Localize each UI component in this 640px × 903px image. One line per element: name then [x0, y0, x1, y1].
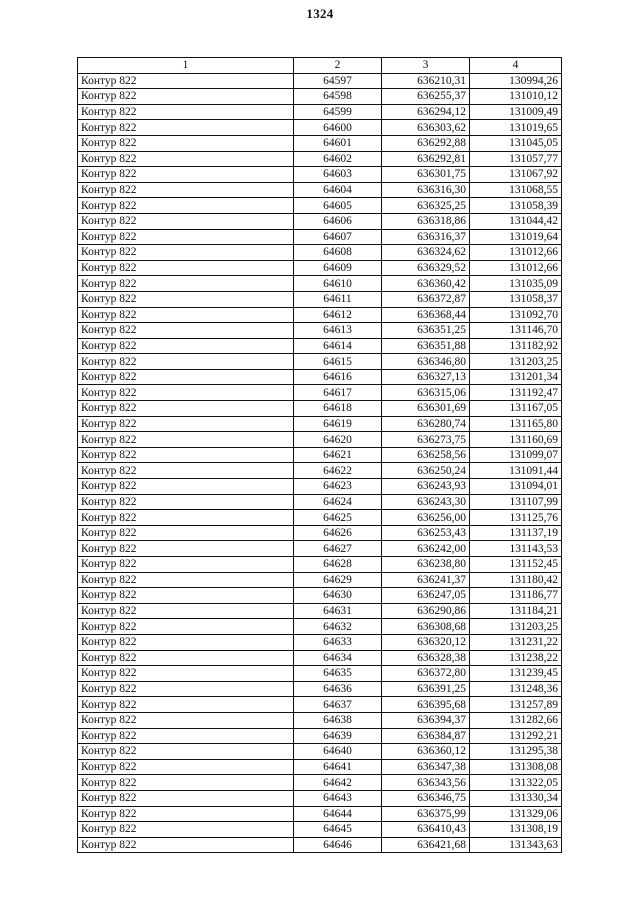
point-number-cell: 64629	[294, 572, 382, 588]
point-number-cell: 64631	[294, 603, 382, 619]
contour-name-cell: Контур 822	[78, 510, 294, 526]
contour-name-cell: Контур 822	[78, 744, 294, 760]
y-coordinate-cell: 131231,22	[470, 634, 562, 650]
x-coordinate-cell: 636210,31	[382, 73, 470, 89]
y-coordinate-cell: 131292,21	[470, 728, 562, 744]
contour-name-cell: Контур 822	[78, 167, 294, 183]
x-coordinate-cell: 636375,99	[382, 806, 470, 822]
x-coordinate-cell: 636410,43	[382, 822, 470, 838]
point-number-cell: 64637	[294, 697, 382, 713]
contour-name-cell: Контур 822	[78, 603, 294, 619]
point-number-cell: 64625	[294, 510, 382, 526]
point-number-cell: 64597	[294, 73, 382, 89]
y-coordinate-cell: 131092,70	[470, 307, 562, 323]
table-row	[78, 135, 562, 151]
y-coordinate-cell: 131137,19	[470, 525, 562, 541]
table-row	[78, 260, 562, 276]
x-coordinate-cell: 636241,37	[382, 572, 470, 588]
table-row	[78, 588, 562, 604]
x-coordinate-cell: 636292,81	[382, 151, 470, 167]
x-coordinate-cell: 636247,05	[382, 588, 470, 604]
contour-name-cell: Контур 822	[78, 323, 294, 339]
point-number-cell: 64615	[294, 354, 382, 370]
y-coordinate-cell: 131184,21	[470, 603, 562, 619]
table-row	[78, 572, 562, 588]
table-row	[78, 479, 562, 495]
x-coordinate-cell: 636250,24	[382, 463, 470, 479]
x-coordinate-cell: 636253,43	[382, 525, 470, 541]
table-row	[78, 401, 562, 417]
y-coordinate-cell: 131330,34	[470, 790, 562, 806]
x-coordinate-cell: 636243,30	[382, 494, 470, 510]
point-number-cell: 64635	[294, 666, 382, 682]
point-number-cell: 64630	[294, 588, 382, 604]
point-number-cell: 64626	[294, 525, 382, 541]
x-coordinate-cell: 636280,74	[382, 416, 470, 432]
table-row	[78, 198, 562, 214]
table-row	[78, 650, 562, 666]
table-row	[78, 276, 562, 292]
point-number-cell: 64617	[294, 385, 382, 401]
table-row	[78, 463, 562, 479]
coordinates-table	[77, 57, 562, 853]
point-number-cell: 64639	[294, 728, 382, 744]
point-number-cell: 64643	[294, 790, 382, 806]
y-coordinate-cell: 130994,26	[470, 73, 562, 89]
point-number-cell: 64622	[294, 463, 382, 479]
x-coordinate-cell: 636303,62	[382, 120, 470, 136]
contour-name-cell: Контур 822	[78, 822, 294, 838]
contour-name-cell: Контур 822	[78, 198, 294, 214]
y-coordinate-cell: 131019,64	[470, 229, 562, 245]
point-number-cell: 64612	[294, 307, 382, 323]
contour-name-cell: Контур 822	[78, 104, 294, 120]
contour-name-cell: Контур 822	[78, 634, 294, 650]
x-coordinate-cell: 636255,37	[382, 89, 470, 105]
contour-name-cell: Контур 822	[78, 151, 294, 167]
x-coordinate-cell: 636368,44	[382, 307, 470, 323]
y-coordinate-cell: 131322,05	[470, 775, 562, 791]
point-number-cell: 64634	[294, 650, 382, 666]
x-coordinate-cell: 636347,38	[382, 759, 470, 775]
x-coordinate-cell: 636242,00	[382, 541, 470, 557]
point-number-cell: 64645	[294, 822, 382, 838]
table-row	[78, 245, 562, 261]
y-coordinate-cell: 131094,01	[470, 479, 562, 495]
point-number-cell: 64636	[294, 681, 382, 697]
point-number-cell: 64641	[294, 759, 382, 775]
x-coordinate-cell: 636292,88	[382, 135, 470, 151]
point-number-cell: 64644	[294, 806, 382, 822]
x-coordinate-cell: 636360,12	[382, 744, 470, 760]
point-number-cell: 64616	[294, 369, 382, 385]
point-number-cell: 64642	[294, 775, 382, 791]
y-coordinate-cell: 131308,19	[470, 822, 562, 838]
y-coordinate-cell: 131203,25	[470, 619, 562, 635]
table-row	[78, 229, 562, 245]
table-row	[78, 697, 562, 713]
table-row	[78, 634, 562, 650]
contour-name-cell: Контур 822	[78, 681, 294, 697]
y-coordinate-cell: 131010,12	[470, 89, 562, 105]
point-number-cell: 64602	[294, 151, 382, 167]
y-coordinate-cell: 131058,37	[470, 291, 562, 307]
point-number-cell: 64600	[294, 120, 382, 136]
point-number-cell: 64601	[294, 135, 382, 151]
y-coordinate-cell: 131192,47	[470, 385, 562, 401]
table-row	[78, 728, 562, 744]
x-coordinate-cell: 636421,68	[382, 837, 470, 853]
point-number-cell: 64624	[294, 494, 382, 510]
y-coordinate-cell: 131058,39	[470, 198, 562, 214]
contour-name-cell: Контур 822	[78, 369, 294, 385]
y-coordinate-cell: 131160,69	[470, 432, 562, 448]
contour-name-cell: Контур 822	[78, 307, 294, 323]
column-header-4: 4	[470, 58, 562, 74]
table-row	[78, 369, 562, 385]
contour-name-cell: Контур 822	[78, 650, 294, 666]
table-row	[78, 323, 562, 339]
point-number-cell: 64623	[294, 479, 382, 495]
x-coordinate-cell: 636256,00	[382, 510, 470, 526]
y-coordinate-cell: 131107,99	[470, 494, 562, 510]
contour-name-cell: Контур 822	[78, 338, 294, 354]
point-number-cell: 64620	[294, 432, 382, 448]
contour-name-cell: Контур 822	[78, 291, 294, 307]
point-number-cell: 64646	[294, 837, 382, 853]
table-row	[78, 354, 562, 370]
y-coordinate-cell: 131019,65	[470, 120, 562, 136]
point-number-cell: 64598	[294, 89, 382, 105]
y-coordinate-cell: 131068,55	[470, 182, 562, 198]
x-coordinate-cell: 636315,06	[382, 385, 470, 401]
table-row	[78, 416, 562, 432]
contour-name-cell: Контур 822	[78, 557, 294, 573]
y-coordinate-cell: 131009,49	[470, 104, 562, 120]
contour-name-cell: Контур 822	[78, 697, 294, 713]
y-coordinate-cell: 131329,06	[470, 806, 562, 822]
point-number-cell: 64607	[294, 229, 382, 245]
x-coordinate-cell: 636346,80	[382, 354, 470, 370]
y-coordinate-cell: 131186,77	[470, 588, 562, 604]
contour-name-cell: Контур 822	[78, 494, 294, 510]
contour-name-cell: Контур 822	[78, 541, 294, 557]
table-row	[78, 712, 562, 728]
x-coordinate-cell: 636308,68	[382, 619, 470, 635]
x-coordinate-cell: 636318,86	[382, 213, 470, 229]
x-coordinate-cell: 636301,69	[382, 401, 470, 417]
table-row	[78, 447, 562, 463]
point-number-cell: 64599	[294, 104, 382, 120]
x-coordinate-cell: 636320,12	[382, 634, 470, 650]
x-coordinate-cell: 636395,68	[382, 697, 470, 713]
y-coordinate-cell: 131146,70	[470, 323, 562, 339]
y-coordinate-cell: 131239,45	[470, 666, 562, 682]
point-number-cell: 64604	[294, 182, 382, 198]
contour-name-cell: Контур 822	[78, 354, 294, 370]
point-number-cell: 64605	[294, 198, 382, 214]
table-row	[78, 557, 562, 573]
y-coordinate-cell: 131125,76	[470, 510, 562, 526]
x-coordinate-cell: 636394,37	[382, 712, 470, 728]
point-number-cell: 64613	[294, 323, 382, 339]
x-coordinate-cell: 636316,30	[382, 182, 470, 198]
y-coordinate-cell: 131282,66	[470, 712, 562, 728]
table-row	[78, 681, 562, 697]
contour-name-cell: Контур 822	[78, 759, 294, 775]
table-row	[78, 338, 562, 354]
y-coordinate-cell: 131057,77	[470, 151, 562, 167]
x-coordinate-cell: 636325,25	[382, 198, 470, 214]
point-number-cell: 64627	[294, 541, 382, 557]
table-row	[78, 775, 562, 791]
y-coordinate-cell: 131308,08	[470, 759, 562, 775]
point-number-cell: 64614	[294, 338, 382, 354]
table-row	[78, 151, 562, 167]
point-number-cell: 64611	[294, 291, 382, 307]
table-row	[78, 385, 562, 401]
table-row	[78, 73, 562, 89]
table-row	[78, 744, 562, 760]
y-coordinate-cell: 131012,66	[470, 245, 562, 261]
page-number: 1324	[306, 6, 334, 21]
table-row	[78, 182, 562, 198]
contour-name-cell: Контур 822	[78, 447, 294, 463]
contour-name-cell: Контур 822	[78, 728, 294, 744]
contour-name-cell: Контур 822	[78, 666, 294, 682]
x-coordinate-cell: 636316,37	[382, 229, 470, 245]
x-coordinate-cell: 636372,87	[382, 291, 470, 307]
x-coordinate-cell: 636273,75	[382, 432, 470, 448]
table-row	[78, 666, 562, 682]
contour-name-cell: Контур 822	[78, 213, 294, 229]
y-coordinate-cell: 131091,44	[470, 463, 562, 479]
contour-name-cell: Контур 822	[78, 619, 294, 635]
y-coordinate-cell: 131182,92	[470, 338, 562, 354]
column-header-3: 3	[382, 58, 470, 74]
contour-name-cell: Контур 822	[78, 229, 294, 245]
contour-name-cell: Контур 822	[78, 89, 294, 105]
x-coordinate-cell: 636329,52	[382, 260, 470, 276]
table-row	[78, 307, 562, 323]
point-number-cell: 64632	[294, 619, 382, 635]
y-coordinate-cell: 131143,53	[470, 541, 562, 557]
contour-name-cell: Контур 822	[78, 775, 294, 791]
table-header-row	[78, 58, 562, 74]
table-row	[78, 806, 562, 822]
x-coordinate-cell: 636294,12	[382, 104, 470, 120]
x-coordinate-cell: 636301,75	[382, 167, 470, 183]
y-coordinate-cell: 131167,05	[470, 401, 562, 417]
table-row	[78, 167, 562, 183]
contour-name-cell: Контур 822	[78, 120, 294, 136]
x-coordinate-cell: 636346,75	[382, 790, 470, 806]
x-coordinate-cell: 636351,88	[382, 338, 470, 354]
y-coordinate-cell: 131180,42	[470, 572, 562, 588]
x-coordinate-cell: 636243,93	[382, 479, 470, 495]
x-coordinate-cell: 636372,80	[382, 666, 470, 682]
table-body	[78, 73, 562, 853]
x-coordinate-cell: 636238,80	[382, 557, 470, 573]
point-number-cell: 64618	[294, 401, 382, 417]
contour-name-cell: Контур 822	[78, 245, 294, 261]
contour-name-cell: Контур 822	[78, 432, 294, 448]
contour-name-cell: Контур 822	[78, 135, 294, 151]
column-header-2: 2	[294, 58, 382, 74]
y-coordinate-cell: 131045,05	[470, 135, 562, 151]
contour-name-cell: Контур 822	[78, 479, 294, 495]
y-coordinate-cell: 131044,42	[470, 213, 562, 229]
table-row	[78, 837, 562, 853]
contour-name-cell: Контур 822	[78, 806, 294, 822]
contour-name-cell: Контур 822	[78, 401, 294, 417]
table-row	[78, 541, 562, 557]
contour-name-cell: Контур 822	[78, 182, 294, 198]
x-coordinate-cell: 636384,87	[382, 728, 470, 744]
point-number-cell: 64640	[294, 744, 382, 760]
y-coordinate-cell: 131248,36	[470, 681, 562, 697]
contour-name-cell: Контур 822	[78, 712, 294, 728]
table-row	[78, 759, 562, 775]
point-number-cell: 64608	[294, 245, 382, 261]
y-coordinate-cell: 131035,09	[470, 276, 562, 292]
contour-name-cell: Контур 822	[78, 260, 294, 276]
table-row	[78, 104, 562, 120]
contour-name-cell: Контур 822	[78, 572, 294, 588]
table-row	[78, 603, 562, 619]
point-number-cell: 64603	[294, 167, 382, 183]
table-row	[78, 790, 562, 806]
y-coordinate-cell: 131343,63	[470, 837, 562, 853]
contour-name-cell: Контур 822	[78, 790, 294, 806]
y-coordinate-cell: 131238,22	[470, 650, 562, 666]
x-coordinate-cell: 636258,56	[382, 447, 470, 463]
x-coordinate-cell: 636391,25	[382, 681, 470, 697]
contour-name-cell: Контур 822	[78, 73, 294, 89]
contour-name-cell: Контур 822	[78, 385, 294, 401]
x-coordinate-cell: 636324,62	[382, 245, 470, 261]
point-number-cell: 64638	[294, 712, 382, 728]
point-number-cell: 64628	[294, 557, 382, 573]
table-row	[78, 619, 562, 635]
y-coordinate-cell: 131012,66	[470, 260, 562, 276]
table-row	[78, 120, 562, 136]
y-coordinate-cell: 131067,92	[470, 167, 562, 183]
table-row	[78, 822, 562, 838]
contour-name-cell: Контур 822	[78, 525, 294, 541]
y-coordinate-cell: 131295,38	[470, 744, 562, 760]
x-coordinate-cell: 636343,56	[382, 775, 470, 791]
table-row	[78, 213, 562, 229]
table-row	[78, 89, 562, 105]
y-coordinate-cell: 131203,25	[470, 354, 562, 370]
x-coordinate-cell: 636327,13	[382, 369, 470, 385]
x-coordinate-cell: 636328,38	[382, 650, 470, 666]
x-coordinate-cell: 636290,86	[382, 603, 470, 619]
contour-name-cell: Контур 822	[78, 837, 294, 853]
table-row	[78, 432, 562, 448]
y-coordinate-cell: 131165,80	[470, 416, 562, 432]
contour-name-cell: Контур 822	[78, 588, 294, 604]
contour-name-cell: Контур 822	[78, 463, 294, 479]
point-number-cell: 64606	[294, 213, 382, 229]
point-number-cell: 64621	[294, 447, 382, 463]
table-row	[78, 525, 562, 541]
y-coordinate-cell: 131099,07	[470, 447, 562, 463]
point-number-cell: 64619	[294, 416, 382, 432]
point-number-cell: 64609	[294, 260, 382, 276]
column-header-1: 1	[78, 58, 294, 74]
table-row	[78, 291, 562, 307]
point-number-cell: 64610	[294, 276, 382, 292]
contour-name-cell: Контур 822	[78, 276, 294, 292]
y-coordinate-cell: 131201,34	[470, 369, 562, 385]
y-coordinate-cell: 131257,89	[470, 697, 562, 713]
x-coordinate-cell: 636360,42	[382, 276, 470, 292]
point-number-cell: 64633	[294, 634, 382, 650]
x-coordinate-cell: 636351,25	[382, 323, 470, 339]
y-coordinate-cell: 131152,45	[470, 557, 562, 573]
table-row	[78, 510, 562, 526]
contour-name-cell: Контур 822	[78, 416, 294, 432]
table-row	[78, 494, 562, 510]
